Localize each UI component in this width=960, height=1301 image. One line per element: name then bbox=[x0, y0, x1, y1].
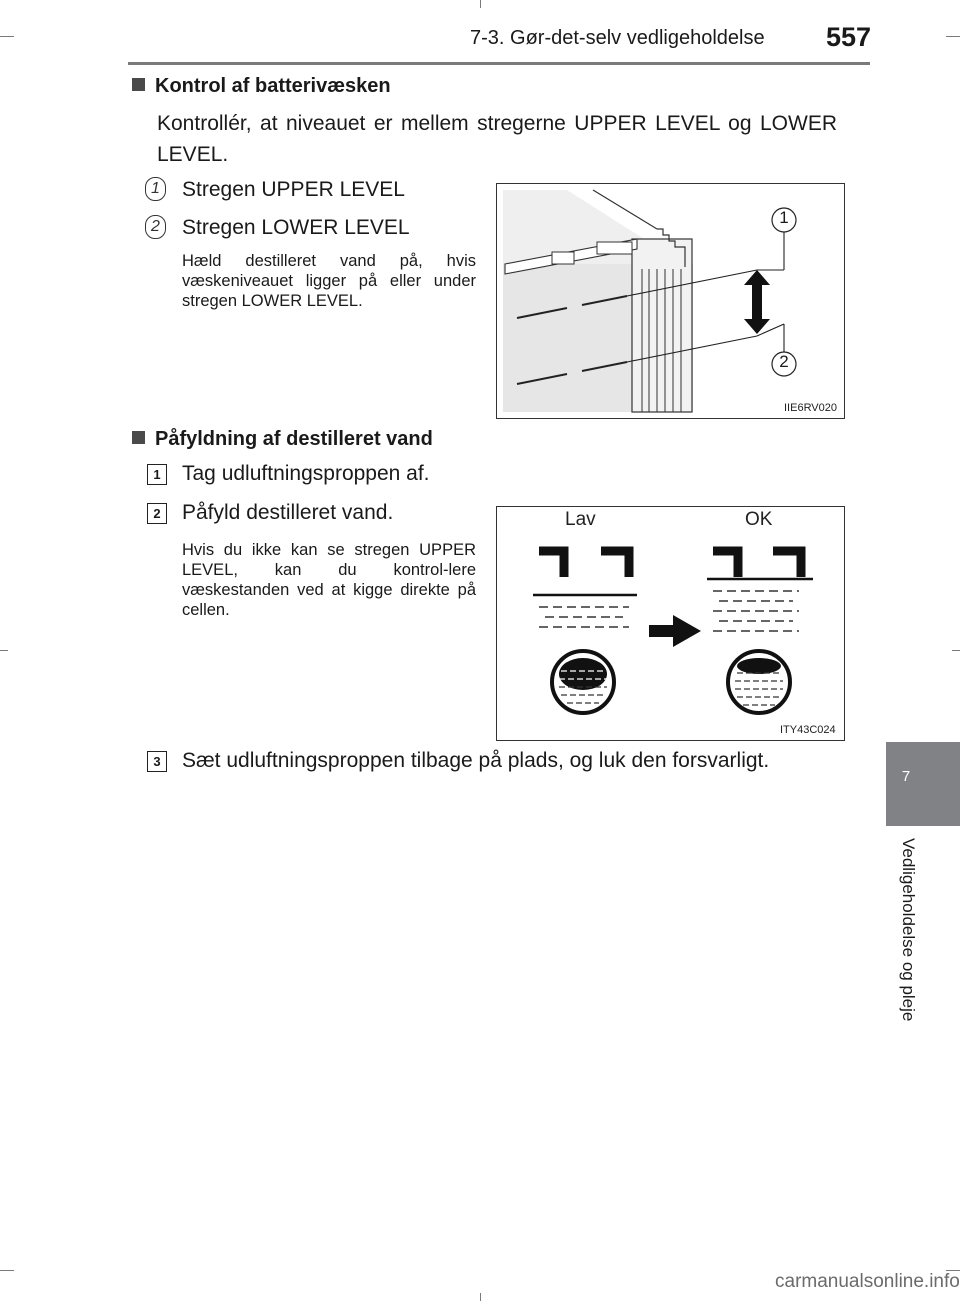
item-number-circle: 1 bbox=[145, 177, 166, 201]
section-heading bbox=[132, 75, 391, 98]
callout-number: 1 bbox=[779, 208, 789, 227]
chapter-number: 7 bbox=[901, 768, 911, 785]
step-text: Tag udluftningsproppen af. bbox=[182, 462, 430, 485]
crop-mark bbox=[480, 0, 481, 8]
crop-mark bbox=[480, 1293, 481, 1301]
crop-mark bbox=[0, 650, 8, 651]
step-number-box: 3 bbox=[147, 751, 167, 772]
step-number-box: 2 bbox=[147, 503, 167, 524]
item-label: Stregen LOWER LEVEL bbox=[182, 216, 410, 239]
battery-level-figure bbox=[496, 183, 845, 419]
chapter-label: Vedligeholdelse og pleje bbox=[899, 838, 918, 1022]
square-bullet-icon bbox=[132, 78, 145, 91]
crop-mark bbox=[0, 36, 14, 37]
crop-mark bbox=[0, 1270, 14, 1271]
intro-paragraph: Kontrollér, at niveauet er mellem stregerne UPPER LEVEL og LOWER LEVEL. bbox=[157, 112, 837, 166]
step-number-box: 1 bbox=[147, 464, 167, 485]
section-heading-text: Kontrol af batterivæsken bbox=[155, 75, 391, 97]
note-paragraph: Hæld destilleret vand på, hvis væskeniveauet ligger på eller under stregen LOWER LEVEL. bbox=[182, 252, 476, 310]
square-bullet-icon bbox=[132, 431, 145, 444]
section-header-title: 7-3. Gør-det-selv vedligeholdelse bbox=[470, 27, 765, 49]
header-rule bbox=[128, 62, 870, 65]
item-number-circle: 2 bbox=[145, 215, 166, 239]
figure-code: IIE6RV020 bbox=[784, 402, 838, 414]
item-label: Stregen UPPER LEVEL bbox=[182, 178, 405, 201]
crop-mark bbox=[952, 650, 960, 651]
refill-figure bbox=[496, 506, 845, 741]
step-text: Sæt udluftningsproppen tilbage på plads, og luk den forsvarligt. bbox=[182, 749, 770, 772]
step-text: Påfyld destilleret vand. bbox=[182, 501, 394, 524]
callout-number: 2 bbox=[779, 352, 789, 371]
ok-label: OK bbox=[745, 509, 773, 530]
page-number: 557 bbox=[826, 22, 872, 52]
crop-mark bbox=[946, 36, 960, 37]
section-heading-text: Påfyldning af destilleret vand bbox=[155, 428, 433, 450]
watermark-link[interactable]: carmanualsonline.info bbox=[775, 1271, 960, 1292]
low-label: Lav bbox=[565, 509, 596, 530]
figure-code: ITY43C024 bbox=[780, 724, 836, 736]
refill-illustration bbox=[497, 507, 844, 740]
section-heading bbox=[132, 428, 433, 451]
battery-illustration bbox=[497, 184, 844, 418]
note-paragraph: Hvis du ikke kan se stregen UPPER LEVEL, kan du kontrol-lere væskestanden ved at kigge direkte på cellen. bbox=[182, 541, 476, 619]
